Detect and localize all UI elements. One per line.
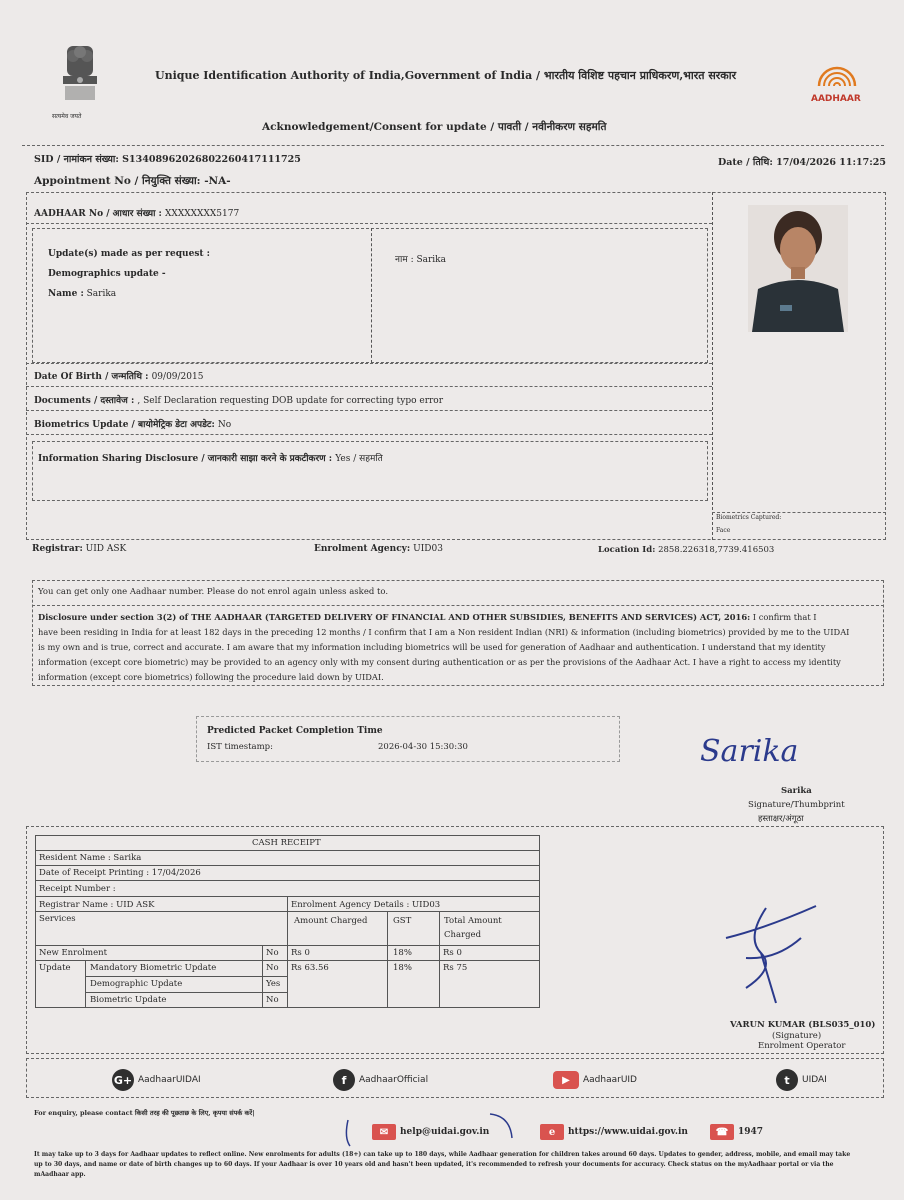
col-amount: Amount Charged — [294, 916, 368, 926]
new-enrolment-amount: Rs 0 — [291, 948, 310, 958]
col-total-1: Total Amount — [444, 916, 502, 926]
enrolment-agency: Enrolment Agency: UID03 — [314, 544, 443, 554]
applicant-signature: Sarika — [700, 734, 799, 769]
info-sharing-box — [32, 441, 708, 501]
col-total-2: Charged — [444, 930, 482, 940]
operator-signature-label: (Signature) — [772, 1031, 822, 1041]
packet-title: Predicted Packet Completion Time — [207, 726, 383, 736]
appointment-no: Appointment No / नियुक्ति संख्या: -NA- — [34, 175, 231, 187]
update-group: Update — [39, 963, 71, 973]
biometrics-captured: Biometrics Captured: — [716, 514, 782, 521]
header-subtitle: Acknowledgement/Consent for update / पावती / नवीनीकरण सहमति — [262, 121, 607, 133]
sid: SID / नामांकन संख्या: S13408962026802260417111725 — [34, 154, 301, 165]
facebook-icon: f — [333, 1069, 355, 1091]
packet-label: IST timestamp: — [207, 742, 273, 752]
operator-role: Enrolment Operator — [758, 1041, 846, 1051]
demographics-update: Demographics update - — [48, 269, 166, 279]
hand-drawn-circle-mark — [340, 1108, 520, 1148]
mandatory-biometric-gst: 18% — [393, 963, 412, 973]
twitter-link[interactable]: t UIDAI — [776, 1069, 827, 1091]
table-row-biometric-update: Biometric Update — [90, 995, 167, 1005]
packet-value: 2026-04-30 15:30:30 — [378, 742, 468, 752]
info-sharing: Information Sharing Disclosure / जानकारी साझा करने के प्रकटीकरण : Yes / सहमति — [38, 454, 383, 464]
aadhaar-no: AADHAAR No / आधार संख्या : XXXXXXXX5177 — [34, 209, 240, 219]
demographic-update-flag: Yes — [266, 979, 281, 989]
applicant-photo — [748, 205, 848, 332]
new-enrolment-gst: 18% — [393, 948, 412, 958]
biometrics-face: Face — [716, 527, 731, 534]
mandatory-biometric-total: Rs 75 — [443, 963, 468, 973]
signature-label: Signature/Thumbprint — [748, 800, 845, 810]
operator-name: VARUN KUMAR (BLS035_010) — [730, 1020, 876, 1030]
emblem-motto: सत्यमेव जयते — [52, 113, 82, 120]
signature-label-hindi: हस्ताक्षर/अंगूठा — [758, 814, 804, 824]
phone-icon: ☎ — [710, 1124, 734, 1140]
receipt-number: Receipt Number : — [39, 884, 116, 894]
table-row-new-enrolment: New Enrolment — [39, 948, 108, 958]
facebook-link[interactable]: f AadhaarOfficial — [333, 1069, 428, 1091]
phone-link[interactable]: ☎ 1947 — [710, 1124, 763, 1140]
signature-name: Sarika — [781, 786, 812, 796]
google-plus-icon: G+ — [112, 1069, 134, 1091]
date-of-receipt: Date of Receipt Printing : 17/04/2026 — [39, 868, 201, 878]
resident-name: Resident Name : Sarika — [39, 853, 142, 863]
new-enrolment-total: Rs 0 — [443, 948, 462, 958]
twitter-icon: t — [776, 1069, 798, 1091]
one-aadhaar-notice: You can get only one Aadhaar number. Please do not enrol again unless asked to. — [38, 587, 389, 597]
google-plus-link[interactable]: G+ AadhaarUIDAI — [112, 1069, 201, 1091]
email-link[interactable]: ✉ help@uidai.gov.in — [372, 1124, 489, 1140]
date: Date / तिथि: 17/04/2026 11:17:25 — [718, 157, 886, 168]
mandatory-biometric-amount: Rs 63.56 — [291, 963, 329, 973]
update-naam: नाम : Sarika — [395, 255, 446, 265]
biometrics-update: Biometrics Update / बायोमेट्रिक डेटा अपडेट: No — [34, 420, 232, 430]
header-title: Unique Identification Authority of India,Government of India / भारतीय विशिष्ट पहचान प्राधिकरण,भारत सरकार — [155, 69, 737, 82]
documents: Documents / दस्तावेज : , Self Declaration requesting DOB update for correcting typo error — [34, 396, 444, 406]
mail-icon: ✉ — [372, 1124, 396, 1140]
table-row-mandatory-biometric: Mandatory Biometric Update — [90, 963, 217, 973]
agency-details: Enrolment Agency Details : UID03 — [291, 900, 441, 910]
update-name: Name : Sarika — [48, 289, 117, 299]
aadhaar-logo-text: AADHAAR — [811, 94, 861, 104]
biometric-update-flag: No — [266, 995, 279, 1005]
receipt-title: CASH RECEIPT — [252, 838, 321, 848]
date-of-birth: Date Of Birth / जन्मतिथि : 09/09/2015 — [34, 372, 204, 382]
update-heading: Update(s) made as per request : — [48, 249, 211, 259]
registrar-name: Registrar Name : UID ASK — [39, 900, 155, 910]
registrar: Registrar: UID ASK — [32, 544, 127, 554]
operator-signature — [706, 898, 826, 1010]
aadhaar-logo-icon — [807, 58, 867, 94]
disclosure-text: Disclosure under section 3(2) of THE AADHAAR (TARGETED DELIVERY OF FINANCIAL AND OTHER SUBSIDIES, BENEFITS AND SERVICES) ACT, 2016: I confirm that I have been residing in India for at least 182 days in the preceding 12 months / I confirm that I am a Non resident Indian (NRI) & information (including biometrics) provided by me to the UIDAI is my own and is true, correct and accurate. I am aware that my information including biometrics will be used for generation of Aadhaar and authentication. I understand that my identity information (except core biometric) may be provided to an agency only with my consent during authentication or as per the provisions of the Aadhaar Act. I have a right to access my identity information (except core biometrics) following the procedure laid down by UIDAI. — [38, 612, 850, 682]
youtube-link[interactable]: ▶ AadhaarUID — [553, 1071, 637, 1089]
table-row-demographic-update: Demographic Update — [90, 979, 183, 989]
packet-time-box — [196, 716, 620, 762]
col-services: Services — [39, 914, 76, 924]
location-id: Location Id: 2858.226318,7739.416503 — [598, 545, 775, 555]
new-enrolment-flag: No — [266, 948, 279, 958]
browser-icon: e — [540, 1124, 564, 1140]
website-link[interactable]: e https://www.uidai.gov.in — [540, 1124, 688, 1140]
mandatory-biometric-flag: No — [266, 963, 279, 973]
national-emblem-icon — [55, 42, 105, 114]
footer-note: It may take up to 3 days for Aadhaar updates to reflect online. New enrolments for adults (18+) can take up to 180 days, while Aadhaar generation for children takes around 60 days. Updates to gender, address, mobile, and email may take up to 30 days, and name or date of birth changes up to 60 days. If your Aadhaar is over 10 years old and hasn't been updated, it's recommended to refresh your documents for accuracy. Check status on the myAadhaar portal or via the mAadhaar app. — [34, 1151, 851, 1178]
enquiry-text: For enquiry, please contact किसी तरह की पूछताछ के लिए, कृपया संपर्क करें| — [34, 1109, 255, 1117]
col-gst: GST — [393, 916, 412, 926]
youtube-icon: ▶ — [553, 1071, 579, 1089]
